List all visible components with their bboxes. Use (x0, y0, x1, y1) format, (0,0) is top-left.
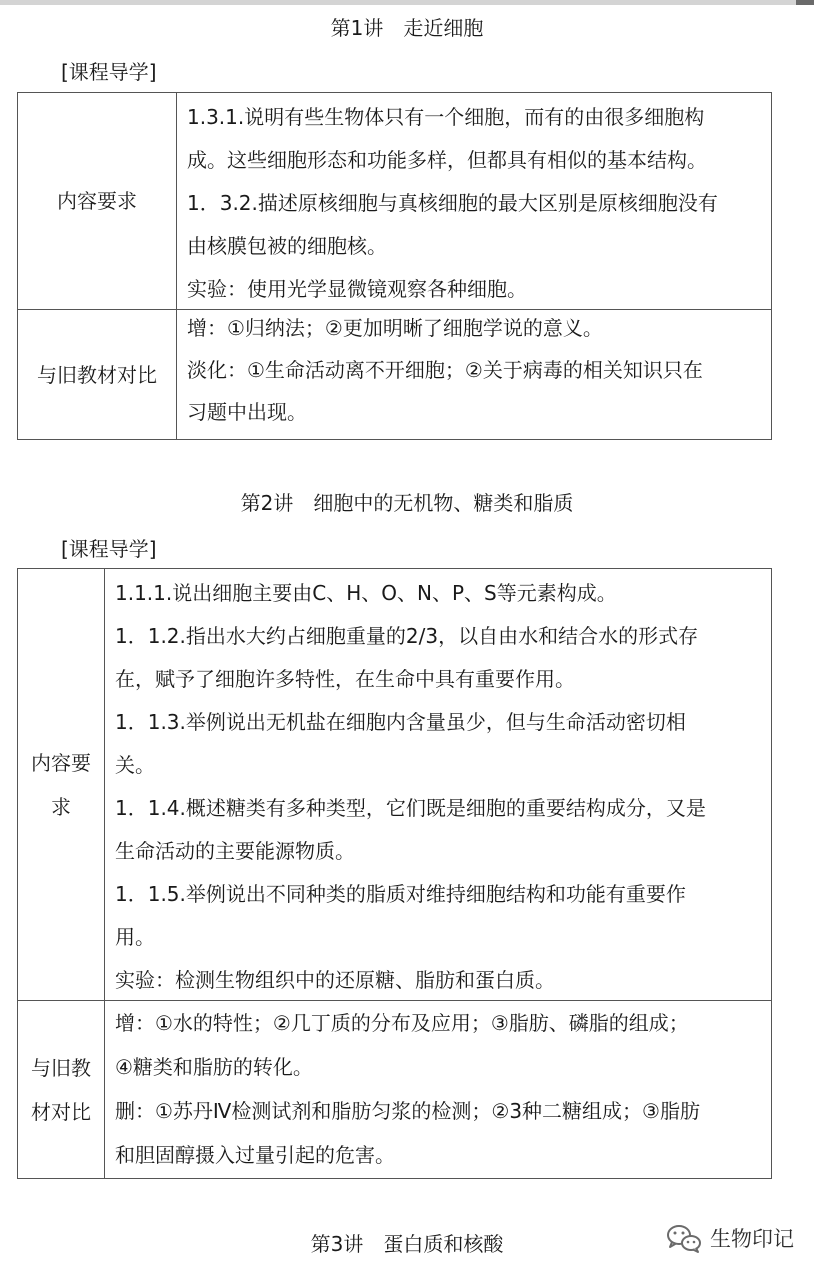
lecture-2-guide-label: [课程导学] (61, 537, 157, 561)
lecture-1-guide-label: [课程导学] (61, 60, 157, 84)
table-line: 由核膜包被的细胞核。 (187, 234, 387, 258)
lecture-1-content-body (177, 93, 771, 309)
table-line: 1．1.3.举例说出无机盐在细胞内含量虽少，但与生命活动密切相 (115, 710, 686, 734)
lecture-3-title: 第3讲 蛋白质和核酸 (310, 1232, 504, 1256)
table-line: 增：①归纳法；②更加明晰了细胞学说的意义。 (187, 316, 603, 340)
lecture-1-title: 第1讲 走近细胞 (330, 16, 484, 40)
lecture-2-title: 第2讲 细胞中的无机物、糖类和脂质 (240, 491, 574, 515)
watermark (664, 1218, 794, 1258)
table-line: 成。这些细胞形态和功能多样，但都具有相似的基本结构。 (187, 148, 707, 172)
table-line: 在，赋予了细胞许多特性，在生命中具有重要作用。 (115, 667, 575, 691)
table-line: 1．1.5.举例说出不同种类的脂质对维持细胞结构和功能有重要作 (115, 882, 686, 906)
lecture-2-comparison-body (105, 1001, 771, 1179)
table-line: 1.1.1.说出细胞主要由C、H、O、N、P、S等元素构成。 (115, 581, 617, 605)
lecture-2-content-body (105, 569, 771, 1000)
lecture-2-table (17, 568, 772, 1179)
table-line: 增：①水的特性；②几丁质的分布及应用；③脂肪、磷脂的组成； (115, 1011, 689, 1035)
table-line: 1．3.2.描述原核细胞与真核细胞的最大区别是原核细胞没有 (187, 191, 718, 215)
lecture-1-table (17, 92, 772, 440)
lecture-2-content-label: 内容要求 (18, 569, 105, 1000)
table-line: 实验：检测生物组织中的还原糖、脂肪和蛋白质。 (115, 968, 555, 992)
lecture-1-comparison-body (177, 310, 771, 440)
table-line: 1.3.1.说明有些生物体只有一个细胞，而有的由很多细胞构 (187, 105, 705, 129)
wechat-icon (664, 1222, 704, 1254)
table-line: 关。 (115, 753, 155, 777)
watermark-text: 生物印记 (710, 1227, 794, 1251)
table-line: 淡化：①生命活动离不开细胞；②关于病毒的相关知识只在 (187, 358, 703, 382)
lecture-2-comparison-label: 与旧教材对比 (18, 1001, 105, 1179)
lecture-1-content-label: 内容要求 (18, 93, 177, 309)
table-line: 1．1.4.概述糖类有多种类型，它们既是细胞的重要结构成分，又是 (115, 796, 706, 820)
table-line: 和胆固醇摄入过量引起的危害。 (115, 1143, 395, 1167)
table-line: 1．1.2.指出水大约占细胞重量的2/3，以自由水和结合水的形式存 (115, 624, 699, 648)
table-line: 用。 (115, 925, 155, 949)
table-line: 删：①苏丹Ⅳ检测试剂和脂肪匀浆的检测；②3种二糖组成；③脂肪 (115, 1099, 700, 1123)
table-line: 习题中出现。 (187, 400, 307, 424)
lecture-1-comparison-label: 与旧教材对比 (18, 310, 177, 440)
table-line: 实验：使用光学显微镜观察各种细胞。 (187, 277, 527, 301)
table-line: 生命活动的主要能源物质。 (115, 839, 355, 863)
top-border (0, 0, 814, 5)
table-line: ④糖类和脂肪的转化。 (115, 1055, 313, 1079)
